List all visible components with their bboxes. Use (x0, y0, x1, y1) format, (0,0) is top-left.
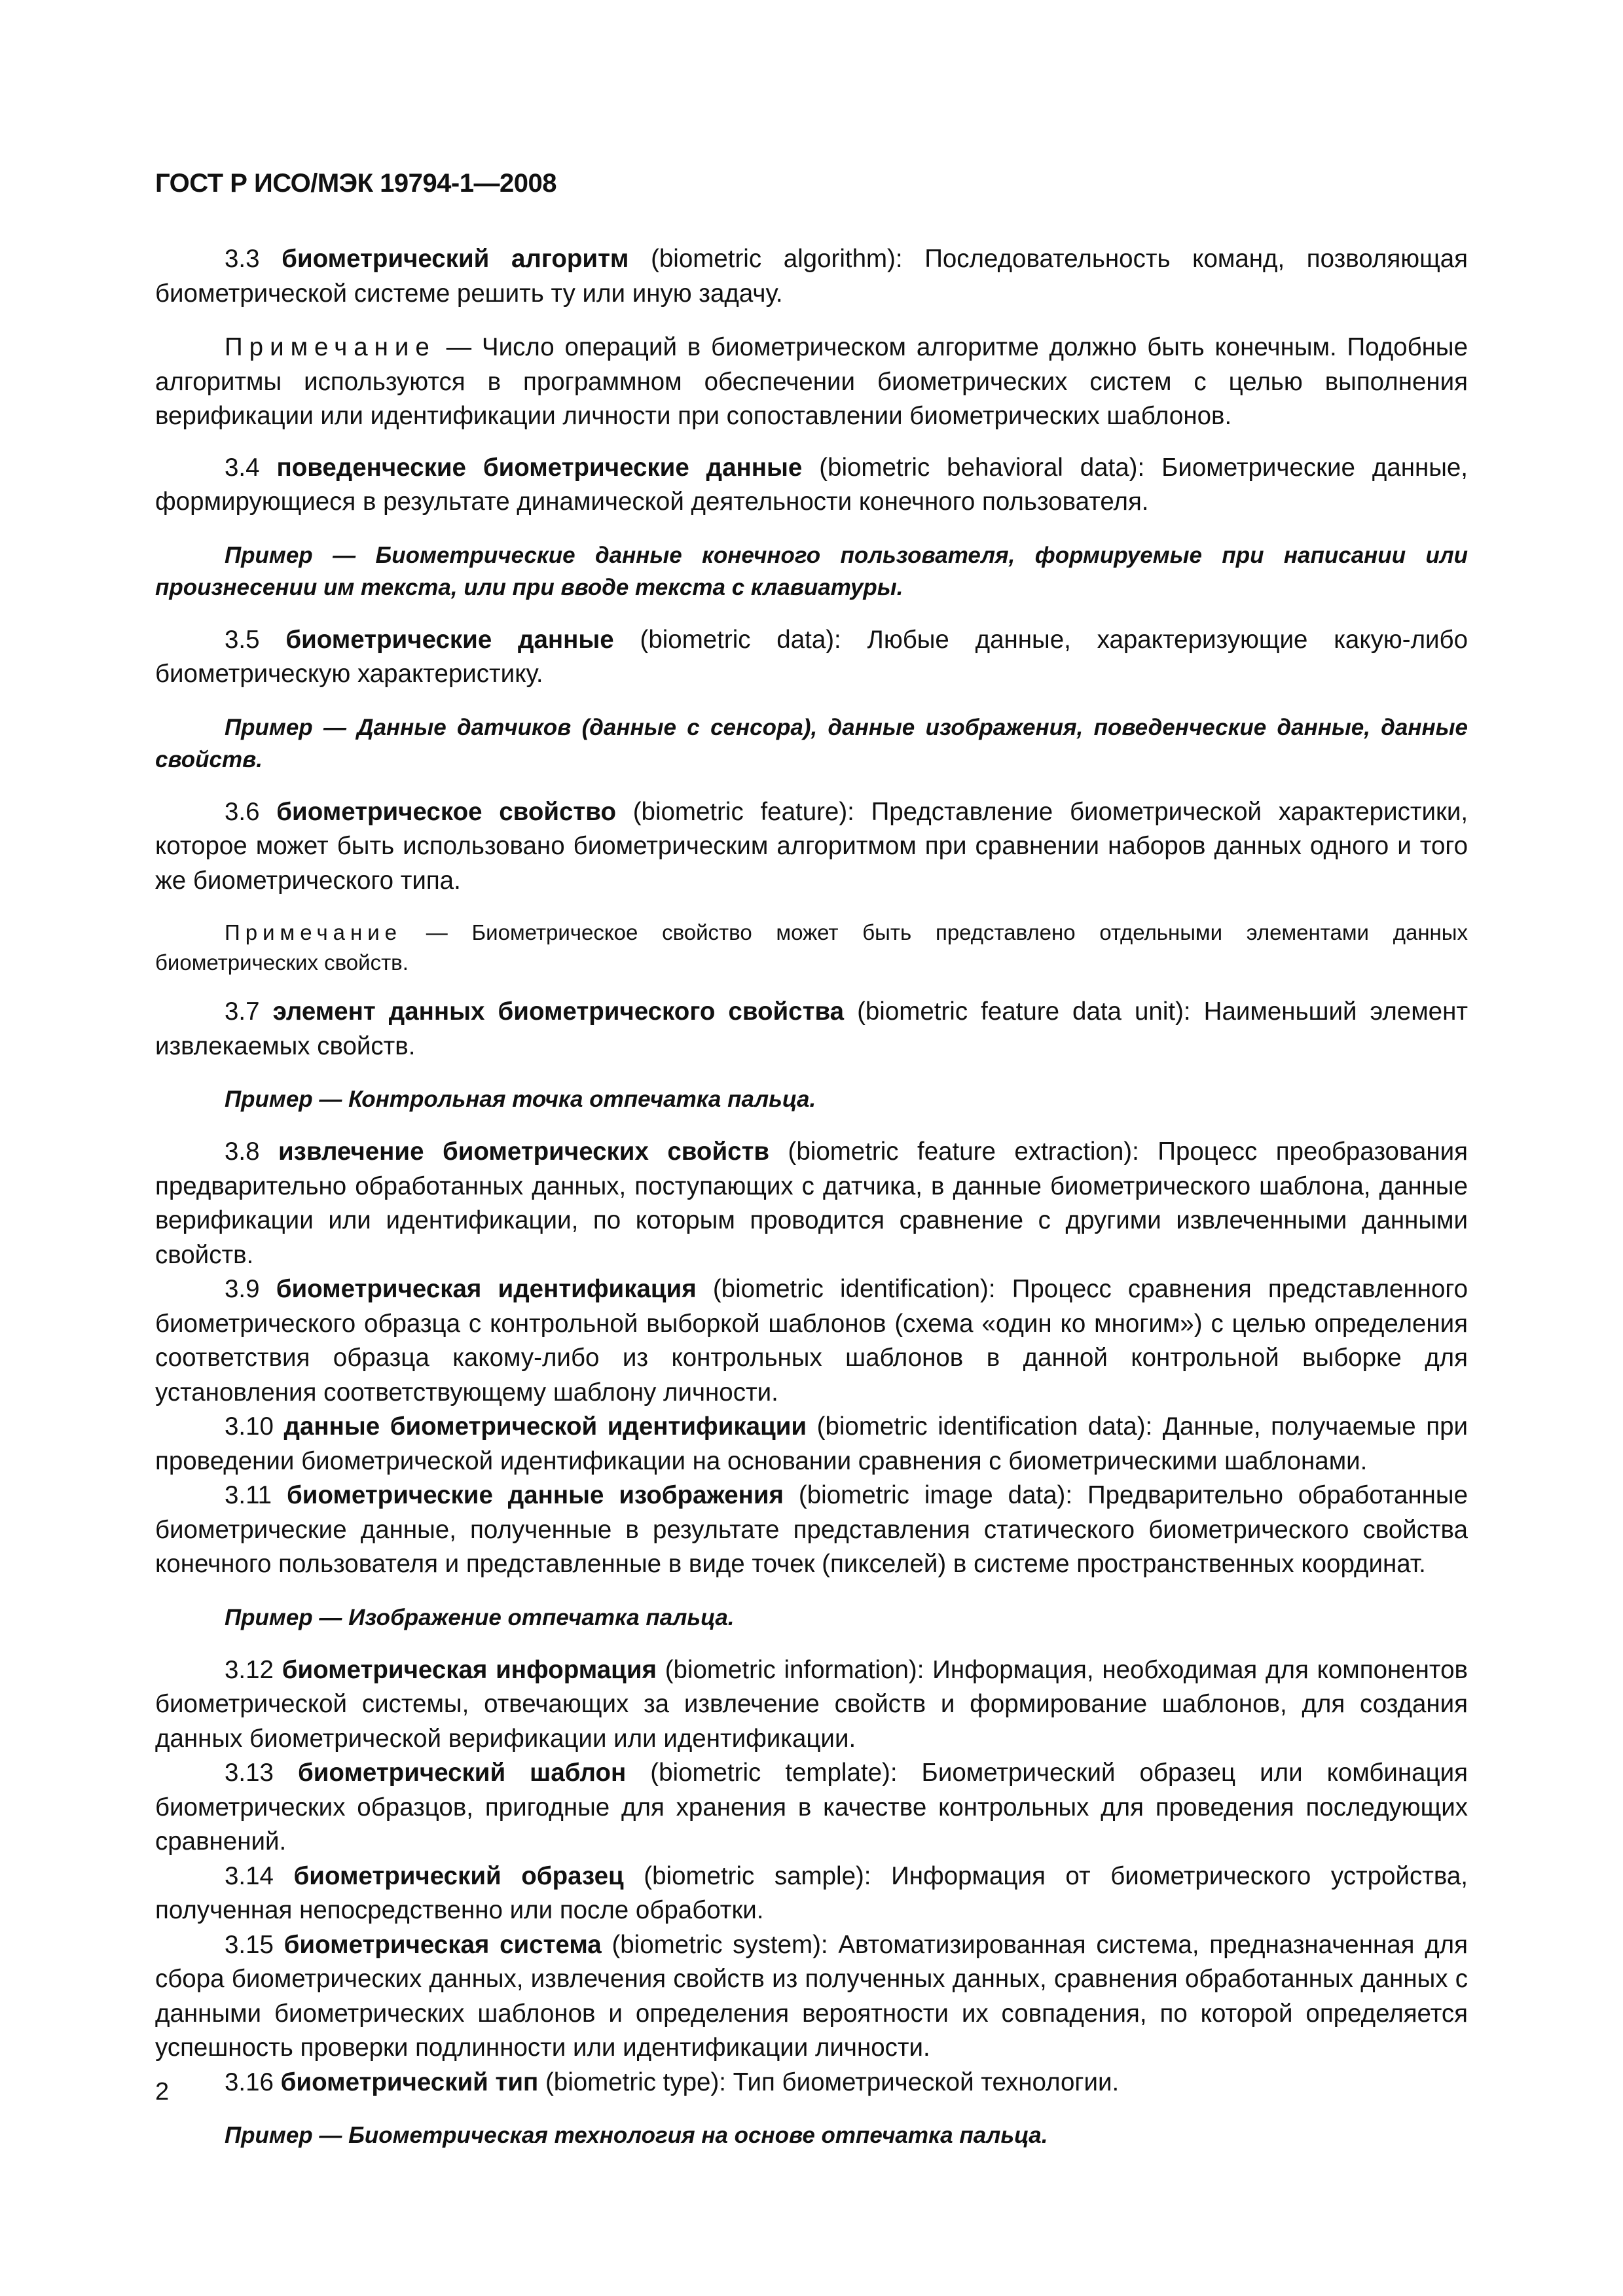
term-number: 3.3 (225, 245, 282, 273)
term-number: 3.6 (225, 797, 277, 826)
term-definition: (biometric information): Информация, необходимая для компонентов биометрической системы, отвечающих за извлечение свойств и формирование шаблонов, для создания данных биометрической верификации или идентификации. (155, 1655, 1468, 1753)
definition-3-9 (155, 1272, 1468, 1410)
example-3-11: Пример — Изображение отпечатка пальца. (225, 1604, 735, 1630)
note-3-3 (155, 331, 1468, 434)
term-name: данные биометрической идентификации (283, 1412, 807, 1441)
term-number: 3.7 (225, 997, 273, 1026)
term-number: 3.8 (225, 1138, 279, 1166)
term-number: 3.4 (225, 453, 277, 482)
term-number: 3.16 (225, 2068, 281, 2096)
term-definition: (biometric feature data unit): Наименьший элемент извлекаемых свойств. (155, 997, 1468, 1060)
term-name: биометрическое свойство (276, 797, 616, 826)
term-definition: (biometric system): Автоматизированная система, предназначенная для сбора биометрических данных, извлечения свойств из полученных данных, сравнения обработанных данных с данными биометрических шаблонов и определения вероятности их совпадения, по которой определяется успешность проверки подлинности или идентификации личности. (155, 1930, 1468, 2062)
term-name: элемент данных биометрического свойства (272, 997, 845, 1026)
document-header: ГОСТ Р ИСО/МЭК 19794-1—2008 (155, 169, 556, 198)
definition-3-13 (155, 1756, 1468, 1859)
term-number: 3.13 (225, 1759, 298, 1787)
term-definition: (biometric feature): Представление биометрической характеристики, которое может быть использовано биометрическим алгоритмом при сравнении наборов данных одного и того же биометрического типа. (155, 797, 1468, 895)
definition-3-8 (155, 1135, 1468, 1272)
term-name: биометрические данные (285, 625, 614, 654)
term-number: 3.11 (225, 1481, 287, 1509)
example-3-4: Пример — Биометрические данные конечного пользователя, формируемые при написании или произнесении им текста, или при вводе текста с клавиатуры. (155, 542, 1468, 600)
term-name: извлечение биометрических свойств (278, 1138, 770, 1166)
note-3-6 (155, 918, 1468, 978)
example-3-7: Пример — Контрольная точка отпечатка пальца. (225, 1086, 816, 1112)
term-name: биометрическая идентификация (276, 1275, 697, 1303)
note-text: — Число операций в биометрическом алгоритме должно быть конечным. Подобные алгоритмы используются в программном обеспечении биометрических систем с целью выполнения верификации или идентификации личности при сопоставлении биометрических шаблонов. (155, 333, 1468, 430)
term-name: биометрический тип (280, 2068, 539, 2096)
term-number: 3.10 (225, 1412, 284, 1441)
term-number: 3.15 (225, 1930, 284, 1959)
term-definition: (biometric data): Любые данные, характеризующие какую-либо биометрическую характеристику. (155, 625, 1468, 688)
definition-3-11 (155, 1479, 1468, 1582)
definition-3-14 (155, 1859, 1468, 1928)
term-name: поведенческие биометрические данные (276, 453, 803, 482)
document-body (155, 242, 1468, 2171)
term-name: биометрическая система (283, 1930, 602, 1959)
definition-3-5 (155, 623, 1468, 692)
page-number: 2 (155, 2078, 170, 2106)
term-name: биометрическая информация (282, 1655, 657, 1684)
term-number: 3.12 (225, 1655, 282, 1684)
term-definition: (biometric feature extraction): Процесс преобразования предварительно обработанных данных, поступающих с датчика, в данные биометрического шаблона, данные верификации или идентификации, по которым проводится сравнение с другими извлеченными данными свойств. (155, 1138, 1468, 1269)
term-number: 3.14 (225, 1861, 294, 1890)
term-definition: (biometric sample): Информация от биометрического устройства, полученная непосредственно или после обработки. (155, 1861, 1468, 1924)
term-name: биометрический образец (293, 1861, 624, 1890)
term-definition: (biometric behavioral data): Биометрические данные, формирующиеся в результате динамической деятельности конечного пользователя. (155, 453, 1468, 516)
term-definition: (biometric identification): Процесс сравнения представленного биометрического образца с контрольной выборкой шаблонов (схема «один ко многим») с целью определения соответствия образца какому-либо из контрольных шаблонов в данной контрольной выборке для установления соответствующему шаблону личности. (155, 1275, 1468, 1407)
definition-3-15 (155, 1928, 1468, 2066)
note-label: Примечание (225, 920, 403, 944)
definition-3-7 (155, 995, 1468, 1064)
example-3-5: Пример — Данные датчиков (данные с сенсора), данные изображения, поведенческие данные, данные свойств. (155, 714, 1468, 772)
definition-3-3 (155, 242, 1468, 311)
definition-3-16 (155, 2066, 1468, 2100)
term-number: 3.9 (225, 1275, 276, 1303)
note-text: — Биометрическое свойство может быть представлено отдельными элементами данных биометрических свойств. (155, 920, 1468, 975)
definition-3-4 (155, 451, 1468, 520)
definition-3-6 (155, 795, 1468, 899)
example-3-16: Пример — Биометрическая технология на основе отпечатка пальца. (225, 2123, 1048, 2148)
term-definition: (biometric identification data): Данные, получаемые при проведении биометрической идентификации на основании сравнения с биометрическими шаблонами. (155, 1412, 1468, 1475)
term-definition: (biometric image data): Предварительно обработанные биометрические данные, полученные в результате представления статического биометрического свойства конечного пользователя и представленные в виде точек (пикселей) в системе пространственных координат. (155, 1481, 1468, 1578)
term-name: биометрические данные изображения (286, 1481, 784, 1509)
term-name: биометрический алгоритм (282, 245, 629, 273)
term-number: 3.5 (225, 625, 286, 654)
term-definition: (biometric algorithm): Последовательность команд, позволяющая биометрической системе решить ту или иную задачу. (155, 245, 1468, 308)
term-name: биометрический шаблон (297, 1759, 627, 1787)
definition-3-10 (155, 1410, 1468, 1479)
note-label: Примечание (225, 333, 436, 361)
term-definition: (biometric template): Биометрический образец или комбинация биометрических образцов, пригодные для хранения в качестве контрольных для проведения последующих сравнений. (155, 1759, 1468, 1856)
definition-3-12 (155, 1653, 1468, 1757)
term-definition: (biometric type): Тип биометрической технологии. (538, 2068, 1120, 2096)
